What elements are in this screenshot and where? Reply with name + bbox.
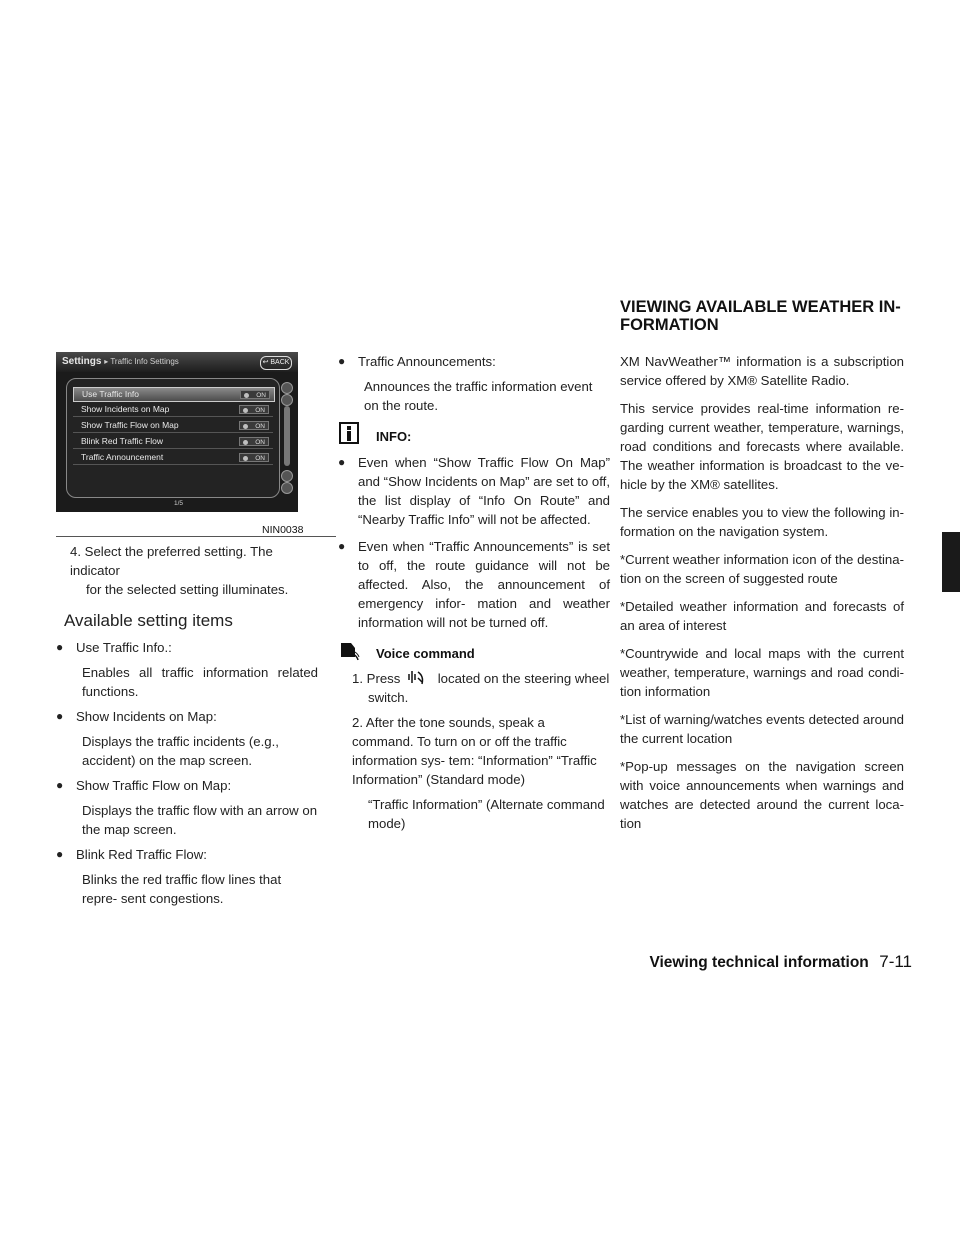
screenshot-scrollbar — [281, 382, 293, 494]
setting-description: Announces the traffic information event on the route. — [364, 379, 593, 413]
scroll-page-down-icon — [281, 470, 293, 482]
setting-item — [56, 845, 318, 864]
bullet-icon: ● — [338, 455, 346, 469]
section-title-line-2: FORMATION — [620, 316, 719, 334]
row-label: Show Incidents on Map — [81, 404, 170, 414]
indicator-dot-icon — [243, 440, 248, 445]
step-4: 4. Select the preferred setting. The indicator — [70, 544, 273, 578]
screenshot-back-button: ↩ BACK — [260, 356, 292, 370]
chapter-tab — [942, 532, 960, 592]
page-footer — [596, 952, 912, 972]
settings-screenshot — [56, 352, 298, 512]
row-label: Traffic Announcement — [81, 452, 164, 462]
section-heading: Available setting items — [64, 611, 233, 630]
scroll-up-icon — [281, 382, 293, 394]
step-1-middle: located on the steering wheel — [437, 671, 610, 686]
paragraph: This service provides real-time information re- garding current weather, temperature, warnings, road conditions and forecasts where available. The weather information is broadcast to the ve- hicle by the XM® satellites. — [620, 401, 904, 492]
row-indicator — [240, 390, 270, 399]
row-indicator — [239, 437, 269, 446]
setting-term: Show Traffic Flow on Map: — [76, 778, 232, 793]
voice-step-2-alternate: “Traffic Information” (Alternate command mode) — [368, 797, 605, 831]
figure-caption: NIN0038 — [262, 524, 304, 536]
paragraph: *Current weather information icon of the destina- tion on the screen of suggested route — [620, 552, 904, 586]
voice-step-1 — [338, 668, 610, 707]
setting-term: Blink Red Traffic Flow: — [76, 847, 207, 862]
screenshot-title: Settings ▸ Traffic Info Settings — [62, 356, 179, 367]
row-state: ON — [255, 439, 265, 446]
back-label: BACK — [270, 359, 290, 366]
paragraph: *Detailed weather information and forecasts of an area of interest — [620, 599, 904, 633]
left-column — [56, 542, 318, 908]
scroll-page-up-icon — [281, 394, 293, 406]
paragraph: *Countrywide and local maps with the current weather, temperature, warnings and road condi- tion information — [620, 646, 904, 699]
row-state: ON — [255, 423, 265, 430]
info-header — [338, 421, 610, 449]
paragraph: *Pop-up messages on the navigation screen with voice announcements when warnings and watches are detected around the current loca- tion — [620, 759, 904, 831]
screenshot-header — [56, 352, 298, 372]
setting-item — [56, 638, 318, 657]
bullet-icon: ● — [56, 640, 64, 654]
screenshot-row — [73, 387, 275, 402]
setting-item — [56, 776, 318, 795]
paragraph: *List of warning/watches events detected around the current location — [620, 712, 904, 746]
screenshot-row — [73, 419, 273, 433]
screenshot-subtitle: Traffic Info Settings — [110, 357, 179, 366]
step-1-start: 1. Press — [352, 671, 401, 686]
row-indicator — [239, 421, 269, 430]
info-bullet — [338, 453, 610, 529]
section-title-line-1: VIEWING AVAILABLE WEATHER IN- — [620, 298, 901, 316]
info-text: Even when “Traffic Announcements” is set to off, the route guidance will not be affected. Also, the announcement of emergency infor- mation and weather information will not be turned off. — [358, 539, 610, 630]
setting-description: Blinks the red traffic flow lines that repre- sent congestions. — [82, 872, 282, 906]
indicator-dot-icon — [243, 424, 248, 429]
voice-step-2: 2. After the tone sounds, speak a command. To turn on or off the traffic information sys- tem: “Information” “Traffic Information” (Standard mode) — [352, 715, 597, 787]
row-indicator — [239, 453, 269, 462]
footer-page-number: 7-11 — [879, 952, 912, 971]
caption-rule — [56, 536, 336, 537]
setting-description: Enables all traffic information related functions. — [82, 665, 318, 699]
setting-description: Displays the traffic flow with an arrow on the map screen. — [82, 803, 318, 837]
row-state: ON — [255, 455, 265, 462]
right-column — [620, 352, 904, 833]
row-indicator — [239, 405, 269, 414]
bullet-icon: ● — [338, 539, 346, 553]
voice-command-label: Voice command — [376, 646, 475, 661]
row-label: Show Traffic Flow on Map — [81, 420, 179, 430]
setting-item — [338, 352, 610, 371]
indicator-dot-icon — [243, 456, 248, 461]
screenshot-row — [73, 435, 273, 449]
middle-column — [338, 352, 610, 833]
indicator-dot-icon — [244, 393, 249, 398]
section-title — [620, 298, 920, 334]
setting-term: Traffic Announcements: — [358, 354, 496, 369]
footer-section-title: Viewing technical information — [649, 954, 869, 971]
bullet-icon: ● — [338, 354, 346, 368]
scroll-down-icon — [281, 482, 293, 494]
voice-command-icon — [338, 640, 360, 662]
setting-item — [56, 707, 318, 726]
row-label: Blink Red Traffic Flow — [81, 436, 164, 446]
screenshot-page-indicator: 1/5 — [174, 500, 184, 507]
voice-command-header — [338, 640, 610, 664]
step-1-end: switch. — [368, 690, 409, 705]
row-state: ON — [256, 392, 266, 399]
bullet-icon: ● — [56, 709, 64, 723]
row-state: ON — [255, 407, 265, 414]
paragraph: XM NavWeather™ information is a subscription service offered by XM® Satellite Radio. — [620, 354, 904, 388]
info-text: Even when “Show Traffic Flow On Map” and “Show Incidents on Map” are set to off, the list display of “Info On Route” and “Nearby Traffic Info” will not be affected. — [358, 455, 610, 527]
screenshot-title-text: Settings — [62, 356, 102, 367]
info-label: INFO: — [376, 429, 412, 444]
setting-term: Use Traffic Info.: — [76, 640, 172, 655]
setting-term: Show Incidents on Map: — [76, 709, 217, 724]
screenshot-settings-list — [66, 378, 280, 498]
talk-switch-icon — [406, 668, 426, 686]
info-bullet — [338, 537, 610, 632]
indicator-dot-icon — [243, 408, 248, 413]
scroll-track — [284, 406, 290, 466]
paragraph: The service enables you to view the following in- formation on the navigation system. — [620, 505, 904, 539]
info-icon — [338, 421, 360, 445]
step-4-continued: for the selected setting illuminates. — [86, 582, 289, 597]
bullet-icon: ● — [56, 778, 64, 792]
row-label: Use Traffic Info — [82, 389, 140, 399]
setting-description: Displays the traffic incidents (e.g., accident) on the map screen. — [82, 734, 279, 768]
screenshot-row — [73, 403, 273, 417]
screenshot-row — [73, 451, 273, 465]
bullet-icon: ● — [56, 847, 64, 861]
